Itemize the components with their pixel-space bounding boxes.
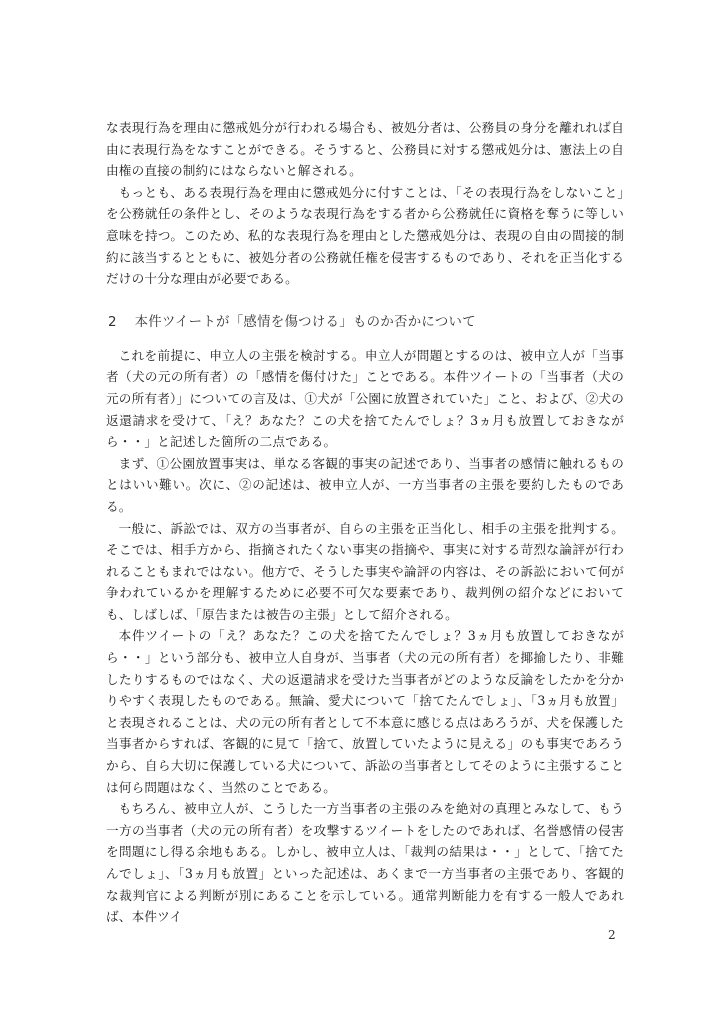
- section-heading: [106, 312, 624, 334]
- section-title: 本件ツイートが「感情を傷つける」ものか否かについて: [134, 314, 476, 330]
- paragraph: まず、①公園放置事実は、単なる客観的事実の記述であり、当事者の感情に触れるものとはいい難い。次に、②の記述は、被申立人が、一方当事者の主張を要約したものである。: [106, 455, 624, 514]
- paragraph: 本件ツイートの「え？あなた？この犬を捨てたんでしょ？3ヵ月も放置しておきながら・・」という部分も、被申立人自身が、当事者（犬の元の所有者）を揶揄したり、非難したりするものではなく、犬の返還請求を受けた当事者がどのような反論をしたかを分かりやすく表現したものである。無論、愛犬について「捨てたんでしょ」、「3ヵ月も放置」と表現されることは、犬の元の所有者として不本意に感じる点はあろうが、犬を保護した当事者からすれば、客観的に見て「捨て、放置していたように見える」のも事実であろうから、自ら大切に保護している犬について、訴訟の当事者としてそのように主張することは何ら問題はなく、当然のことである。: [106, 628, 624, 795]
- page-number: 2: [608, 928, 616, 942]
- section-number: 2: [108, 314, 117, 330]
- paragraph: 一般に、訴訟では、双方の当事者が、自らの主張を正当化し、相手の主張を批判する。そこでは、相手方から、指摘されたくない事実の指摘や、事実に対する苛烈な論評が行われることもまれではない。他方で、そうした事実や論評の内容は、その訴訟において何が争われているかを理解するために必要不可欠な要素であり、裁判例の紹介などにおいても、しばしば、「原告または被告の主張」として紹介される。: [106, 520, 624, 622]
- paragraph: もちろん、被申立人が、こうした一方当事者の主張のみを絶対の真理とみなして、もう一方の当事者（犬の元の所有者）を攻撃するツイートをしたのであれば、名誉感情の侵害を問題にし得る余地もある。しかし、被申立人は、「裁判の結果は・・」として、「捨てたんでしょ」、「3ヵ月も放置」といった記述は、あくまで一方当事者の主張であり、客観的な裁判官による判断が別にあることを示している。通常判断能力を有する一般人であれば、本件ツイ: [106, 801, 624, 925]
- page-body: [106, 117, 624, 928]
- paragraph: もっとも、ある表現行為を理由に懲戒処分に付すことは、「その表現行為をしないこと」を公務就任の条件とし、そのような表現行為をする者から公務就任に資格を奪うに等しい意味を持つ。このため、私的な表現行為を理由とした懲戒処分は、表現の自由の間接的制約に該当するとともに、被処分者の公務就任権を侵害するものであり、それを正当化するだけの十分な理由が必要である。: [106, 184, 624, 287]
- paragraph: これを前提に、申立人の主張を検討する。申立人が問題とするのは、被申立人が「当事者（犬の元の所有者）の「感情を傷付けた」ことである。本件ツイートの「当事者（犬の元の所有者）」についての言及は、①犬が「公園に放置されていた」こと、および、②犬の返還請求を受けて、「え？あなた？この犬を捨てたんでしょ？3ヵ月も放置しておきながら・・」と記述した箇所の二点である。: [106, 347, 624, 450]
- paragraph: な表現行為を理由に懲戒処分が行われる場合も、被処分者は、公務員の身分を離れれば自由に表現行為をなすことができる。そうすると、公務員に対する懲戒処分は、憲法上の自由権の直接の制約にはならないと解される。: [106, 120, 624, 179]
